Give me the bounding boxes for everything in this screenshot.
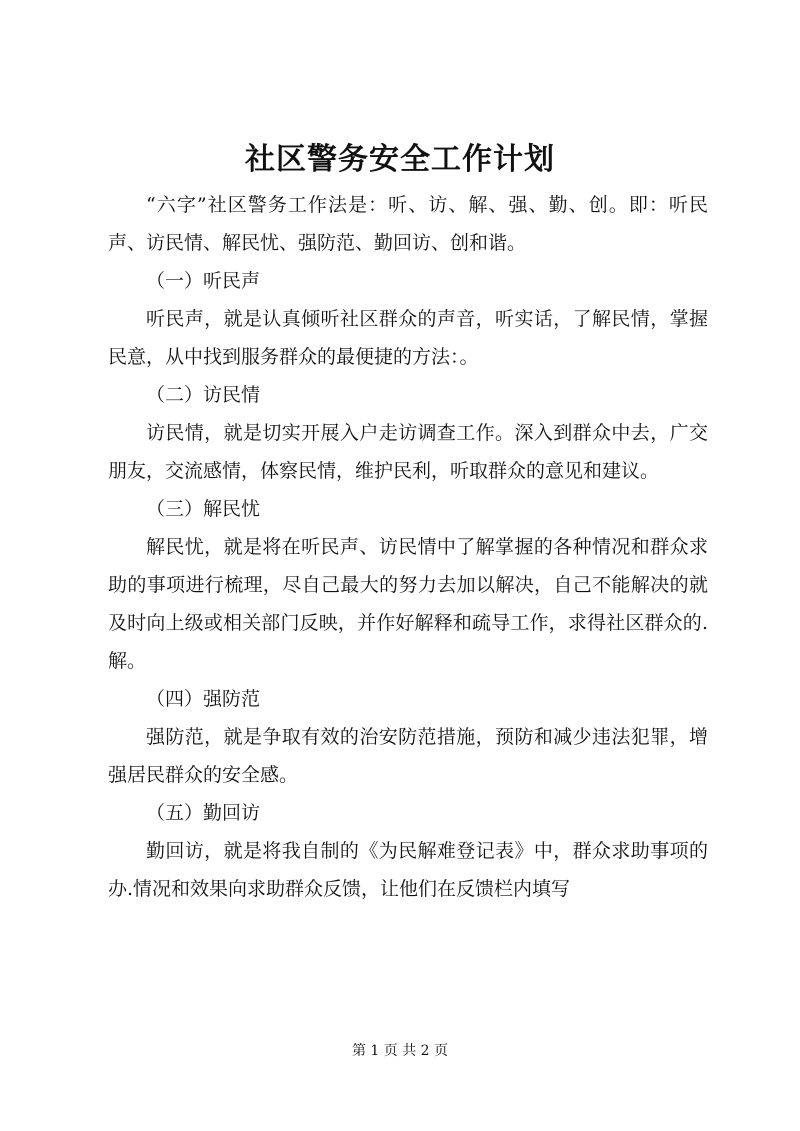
document-body	[108, 186, 708, 908]
section-heading-1: （一）听民声	[146, 270, 261, 292]
document-title: 社区警务安全工作计划	[245, 142, 555, 177]
section-paragraph-5: 勤回访，就是将我自制的《为民解难登记表》中，群众求助事项的办.情况和效果向求助群众反馈，让他们在反馈栏内填写	[108, 840, 708, 900]
intro-paragraph: “六字”社区警务工作法是：听、访、解、强、勤、创。即：听民声、访民情、解民忧、强防范、勤回访、创和谐。	[108, 194, 708, 254]
section-paragraph-3: 解民忧，就是将在听民声、访民情中了解掌握的各种情况和群众求助的事项进行梳理，尽自己最大的努力去加以解决，自己不能解决的就及时向上级或相关部门反映，并作好解释和疏导工作，求得社区群众的.解。	[108, 536, 708, 672]
section-heading-5: （五）勤回访	[146, 802, 261, 824]
section-heading-3: （三）解民忧	[146, 498, 261, 520]
section-paragraph-2: 访民情，就是切实开展入户走访调查工作。深入到群众中去，广交朋友，交流感情，体察民情，维护民利，听取群众的意见和建议。	[108, 422, 708, 482]
section-heading-2: （二）访民情	[146, 384, 261, 406]
section-paragraph-1: 听民声，就是认真倾听社区群众的声音，听实话，了解民情，掌握民意，从中找到服务群众的最便捷的方法：。	[108, 308, 708, 368]
page-footer: 第 1 页 共 2 页	[351, 1043, 449, 1059]
section-paragraph-4: 强防范，就是争取有效的治安防范措施，预防和减少违法犯罪，增强居民群众的安全感。	[108, 726, 708, 786]
section-heading-4: （四）强防范	[146, 688, 261, 710]
